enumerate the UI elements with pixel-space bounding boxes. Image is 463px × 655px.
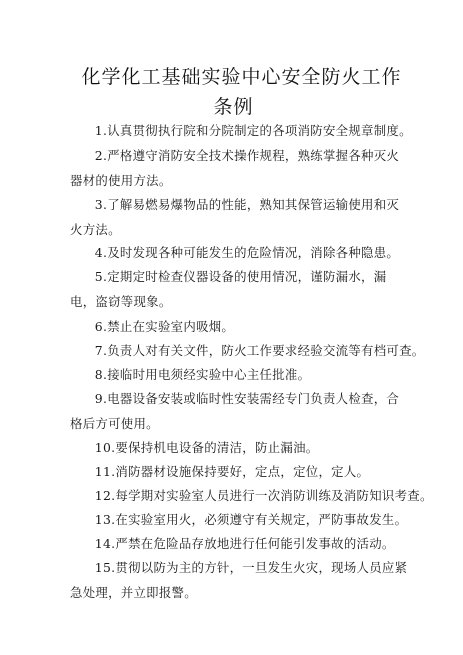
- regulation-item-2: 2.严格遵守消防安全技术操作规程，熟练掌握各种灭火器材的使用方法。: [70, 148, 400, 188]
- regulation-item-15: 15.贯彻以防为主的方针，一旦发生火灾，现场人员应紧急处理，并立即报警。: [70, 560, 408, 600]
- regulation-item-7: 7.负责人对有关文件，防火工作要求经验交流等有档可查。: [94, 343, 425, 358]
- regulation-item-5: 5.定期定时检查仪器设备的使用情况，谨防漏水，漏电，盗窃等现象。: [70, 269, 387, 309]
- regulation-item-14: 14.严禁在危险品存放地进行任何能引发事故的活动。: [94, 536, 395, 551]
- regulation-item-13: 13.在实验室用火，必须遵守有关规定，严防事故发生。: [94, 512, 408, 527]
- regulation-item-10: 10.要保持机电设备的清洁，防止漏油。: [94, 440, 319, 455]
- regulation-item-6: 6.禁止在实验室内吸烟。: [94, 319, 235, 334]
- document-title-line-1: 化学化工基础实验中心安全防火工作: [81, 66, 402, 88]
- regulation-item-8: 8.接临时用电须经实验中心主任批准。: [94, 367, 311, 382]
- document-title-line-2: 条例: [213, 96, 254, 118]
- regulation-item-1: 1.认真贯彻执行院和分院制定的各项消防安全规章制度。: [94, 123, 412, 138]
- regulation-item-9: 9.电器设备安装或临时性安装需经专门负责人检查，合格后方可使用。: [70, 391, 400, 431]
- regulation-item-11: 11.消防器材设施保持要好，定点，定位，定人。: [94, 464, 370, 479]
- regulation-item-4: 4.及时发现各种可能发生的危险情况，消除各种隐患。: [94, 245, 400, 260]
- regulation-item-12: 12.每学期对实验室人员进行一次消防训练及消防知识考查。: [94, 488, 433, 503]
- regulation-item-3: 3.了解易燃易爆物品的性能，熟知其保管运输使用和灭火方法。: [70, 197, 400, 237]
